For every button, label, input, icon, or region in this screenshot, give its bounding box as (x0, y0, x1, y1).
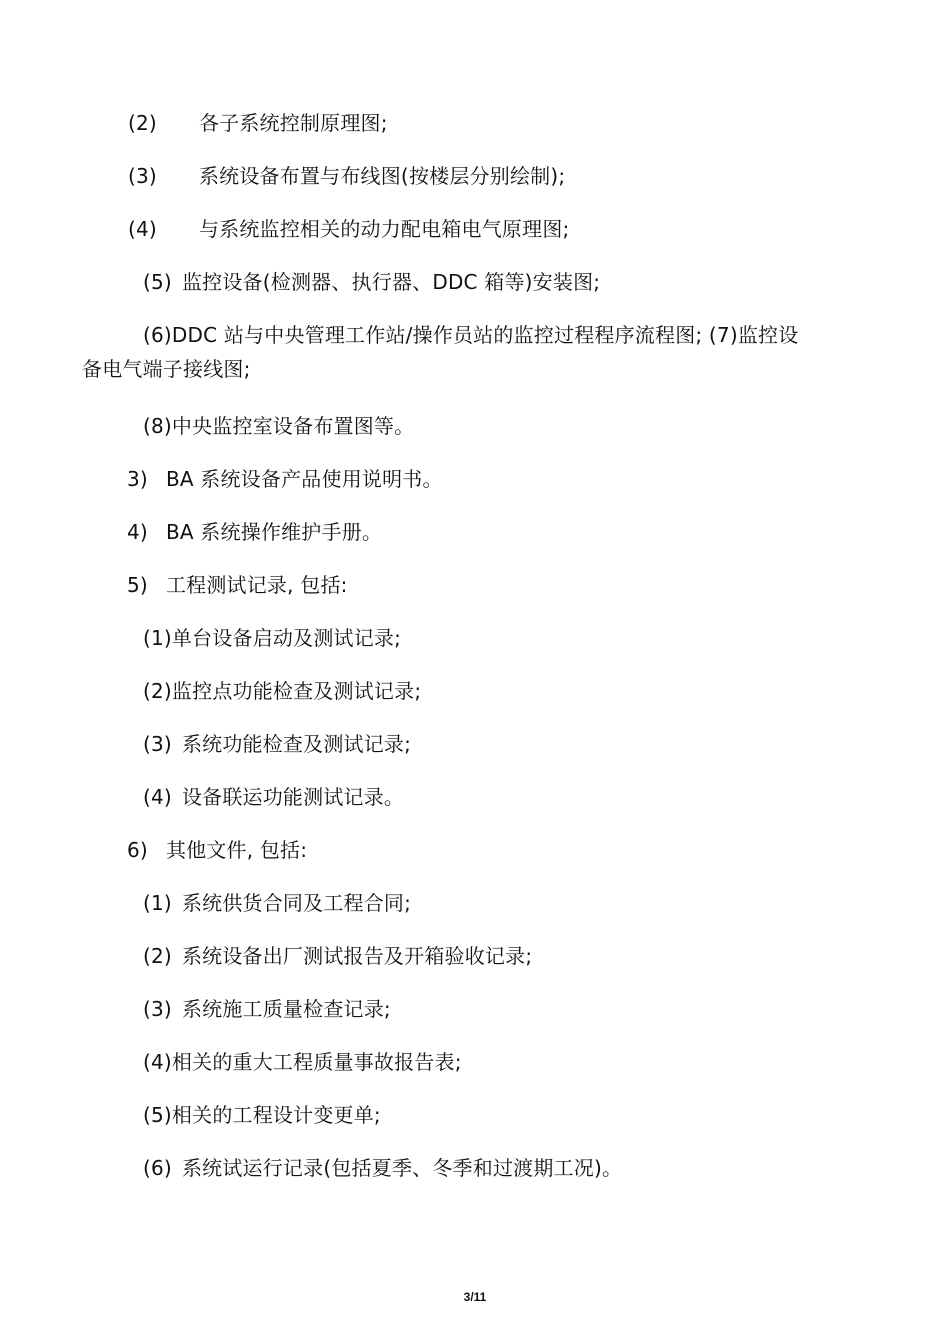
item-number: 5) (127, 573, 148, 597)
paragraph-line: 备电气端子接线图; (82, 357, 251, 381)
list-item (143, 784, 404, 810)
list-item: (1)单台设备启动及测试记录; (143, 626, 402, 650)
item-text: 与系统监控相关的动力配电箱电气原理图; (198, 217, 570, 241)
paragraph-line: (6)DDC 站与中央管理工作站/操作员站的监控过程程序流程图; (7)监控设 (143, 323, 799, 347)
item-text: 系统施工质量检查记录; (181, 997, 391, 1021)
item-number: (2) (143, 944, 172, 968)
list-item (143, 1155, 622, 1181)
item-number: (5) (143, 270, 172, 294)
list-item (143, 890, 411, 916)
item-number: (4) (128, 217, 157, 241)
list-item (128, 163, 565, 189)
item-text: BA 系统设备产品使用说明书。 (165, 467, 443, 491)
list-item (143, 269, 600, 295)
item-text: 系统设备出厂测试报告及开箱验收记录; (181, 944, 533, 968)
item-number: (2) (128, 111, 157, 135)
list-item: (4)相关的重大工程质量事故报告表; (143, 1050, 462, 1074)
item-number: (1) (143, 891, 172, 915)
list-item (128, 110, 388, 136)
item-number: (3) (143, 732, 172, 756)
item-number: 6) (127, 838, 148, 862)
item-text: 系统供货合同及工程合同; (181, 891, 412, 915)
list-item: (8)中央监控室设备布置图等。 (143, 414, 415, 438)
list-item (143, 996, 391, 1022)
item-text: 系统功能检查及测试记录; (181, 732, 412, 756)
item-number: (3) (143, 997, 172, 1021)
item-text: 各子系统控制原理图; (198, 111, 388, 135)
list-item (127, 466, 443, 492)
item-number: 3) (127, 467, 148, 491)
list-item (127, 519, 382, 545)
item-number: (3) (128, 164, 157, 188)
list-item (127, 572, 348, 598)
item-text: 系统试运行记录(包括夏季、冬季和过渡期工况)。 (181, 1156, 623, 1180)
item-number: (4) (143, 785, 172, 809)
list-item (143, 943, 532, 969)
item-text: 系统设备布置与布线图(按楼层分别绘制); (198, 164, 566, 188)
list-item (127, 837, 307, 863)
item-number: (6) (143, 1156, 172, 1180)
list-item (143, 731, 411, 757)
page-number: 3/11 (463, 1290, 487, 1304)
item-text: 设备联运功能测试记录。 (181, 785, 405, 809)
list-item (128, 216, 569, 242)
item-number: 4) (127, 520, 148, 544)
list-item: (2)监控点功能检查及测试记录; (143, 679, 422, 703)
item-text: 工程测试记录, 包括: (165, 573, 348, 597)
item-text: BA 系统操作维护手册。 (165, 520, 383, 544)
list-item: (5)相关的工程设计变更单; (143, 1103, 381, 1127)
item-text: 监控设备(检测器、执行器、DDC 箱等)安装图; (181, 270, 601, 294)
item-text: 其他文件, 包括: (165, 838, 308, 862)
